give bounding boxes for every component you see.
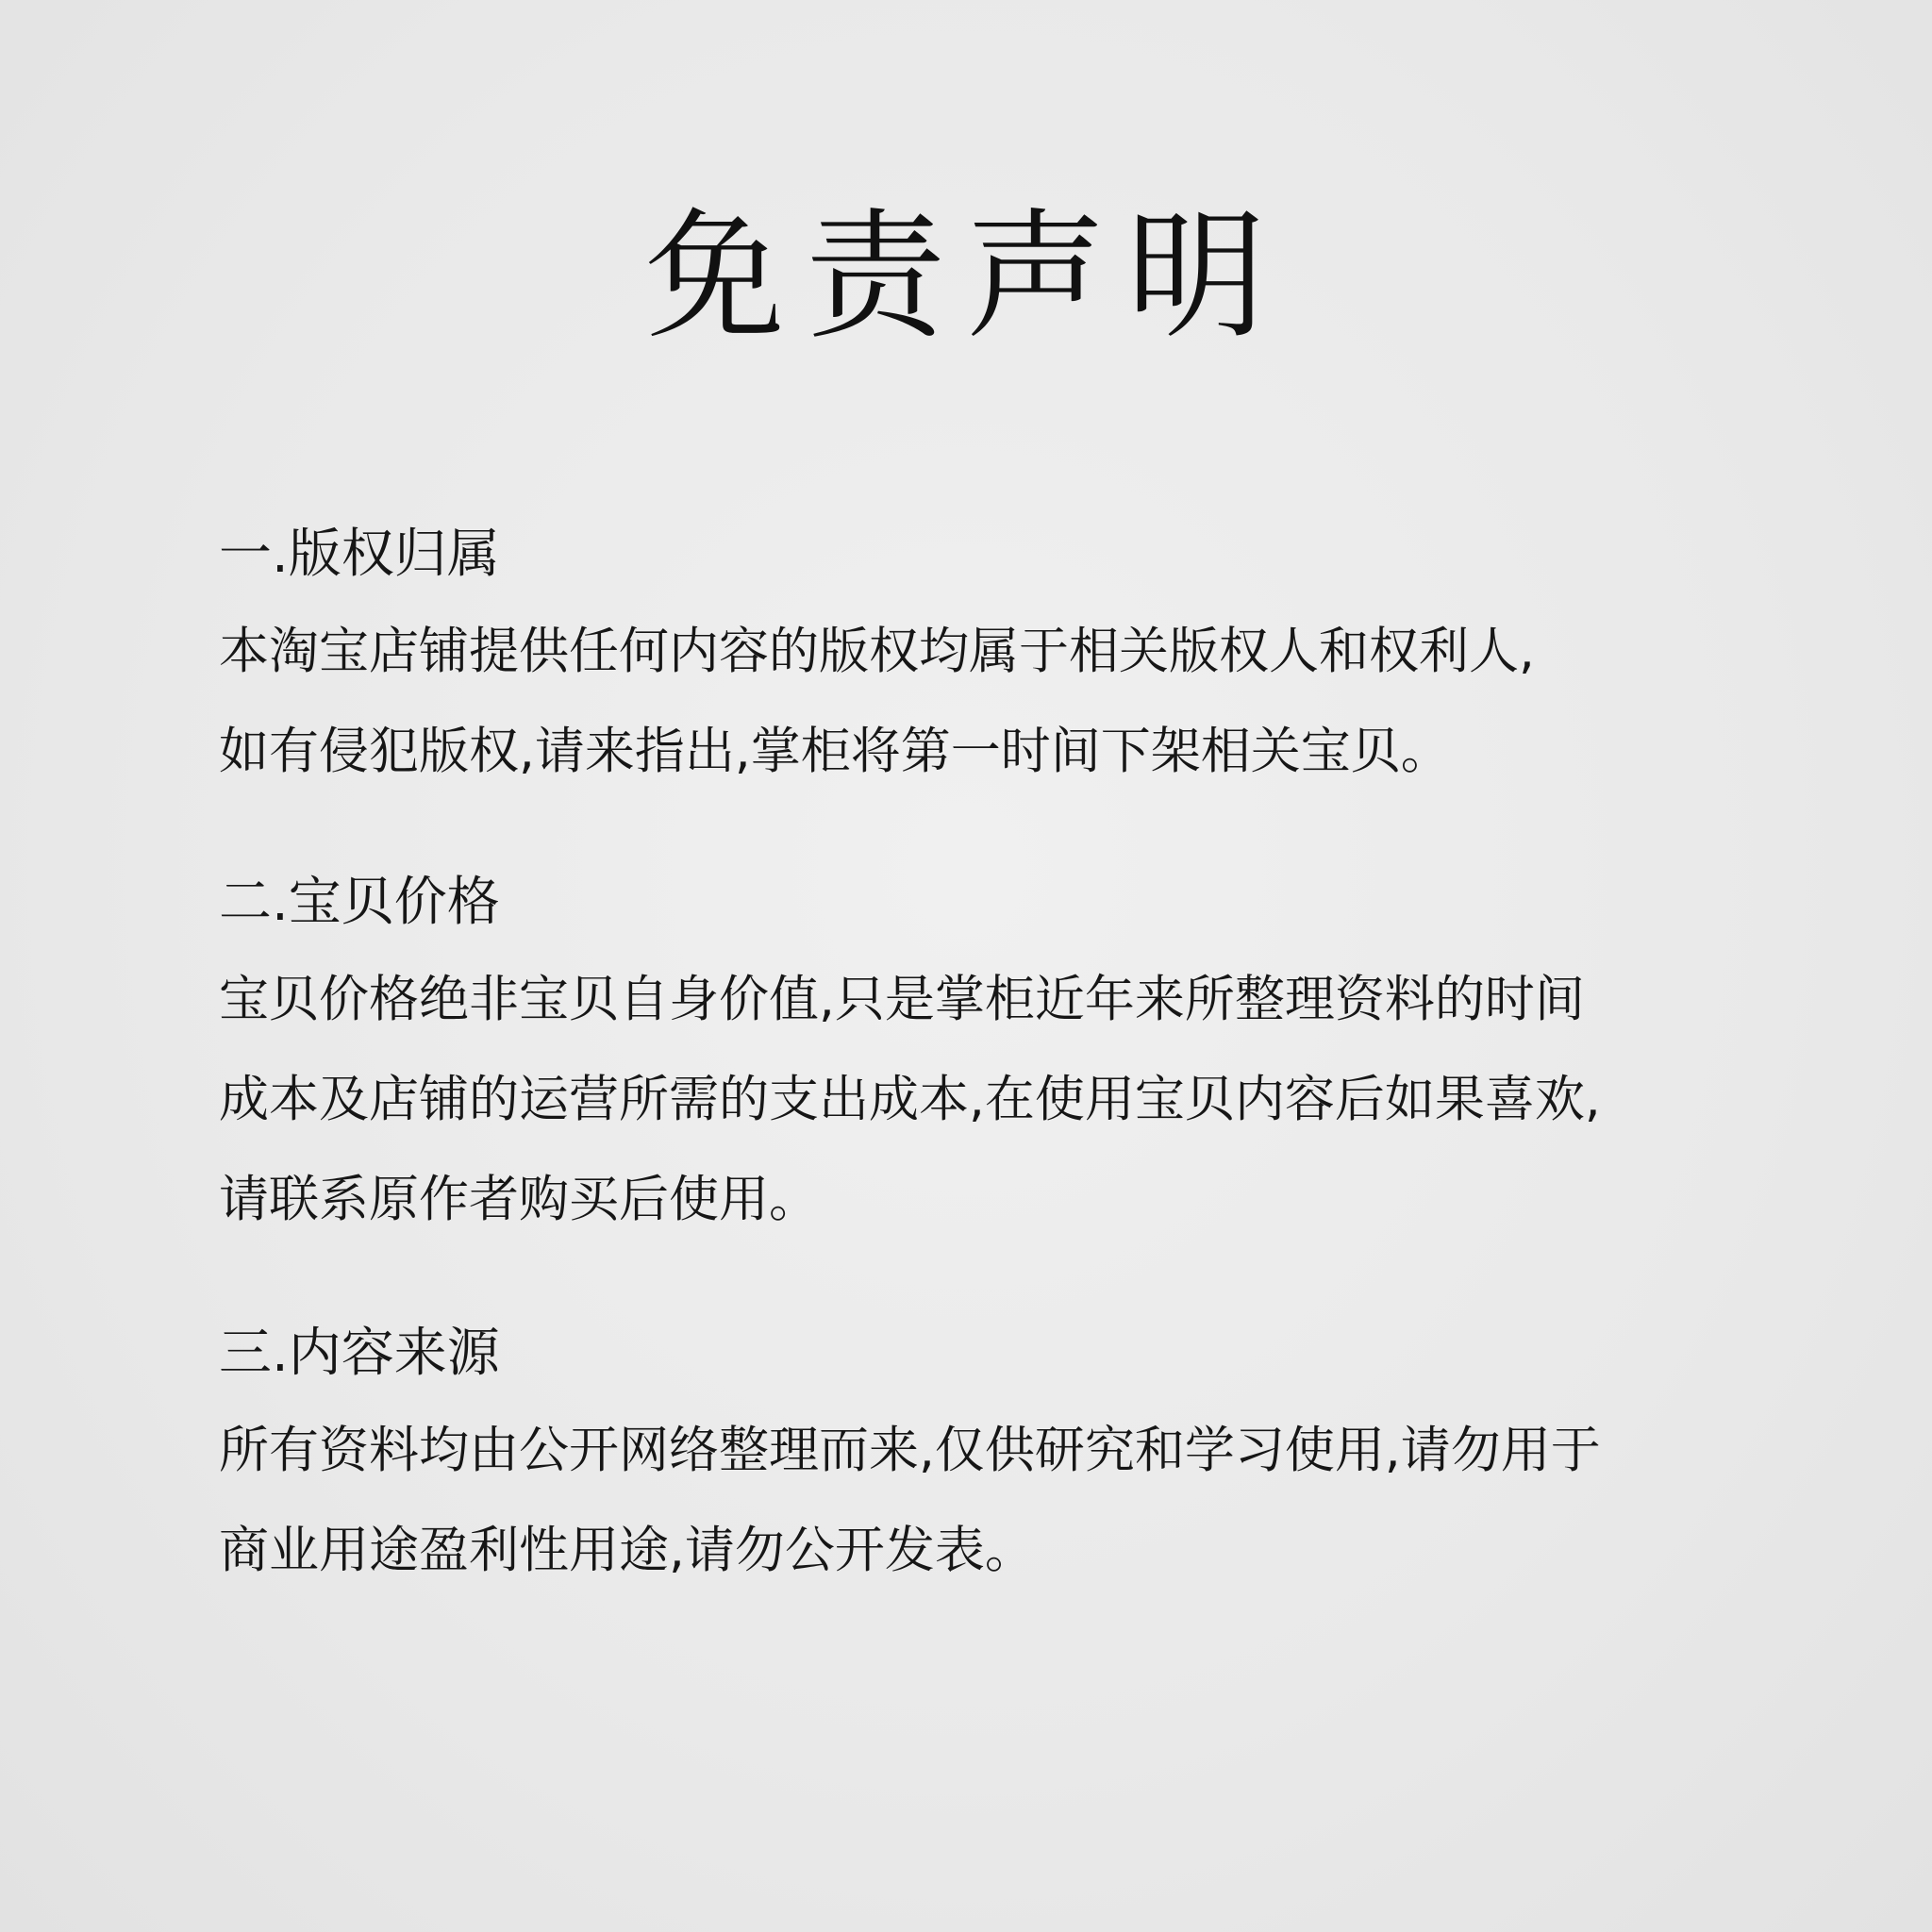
section-text-line: 本淘宝店铺提供任何内容的版权均属于相关版权人和权利人,	[219, 623, 1535, 680]
section-text-line: 商业用途盈利性用途,请勿公开发表。	[219, 1522, 1035, 1579]
section-text-line: 成本及店铺的运营所需的支出成本,在使用宝贝内容后如果喜欢,	[219, 1071, 1601, 1128]
section-text-line: 如有侵犯版权,请来指出,掌柜将第一时间下架相关宝贝。	[219, 723, 1451, 780]
section-body	[219, 602, 1766, 802]
section-text-line: 所有资料均由公开网络整理而来,仅供研究和学习使用,请勿用于	[219, 1422, 1601, 1479]
section-body	[219, 950, 1766, 1250]
section-text-line: 请联系原作者购买后使用。	[219, 1171, 819, 1228]
section-text-line: 宝贝价格绝非宝贝自身价值,只是掌柜近年来所整理资料的时间	[219, 971, 1585, 1028]
section-price	[219, 865, 1766, 1250]
section-heading: 二.宝贝价格	[219, 872, 500, 933]
section-heading: 三.内容来源	[219, 1323, 500, 1384]
section-heading: 一.版权归属	[219, 524, 500, 585]
section-source	[219, 1316, 1766, 1601]
page-title: 免责声明	[645, 195, 1287, 358]
section-copyright	[219, 517, 1766, 802]
section-body	[219, 1401, 1766, 1601]
